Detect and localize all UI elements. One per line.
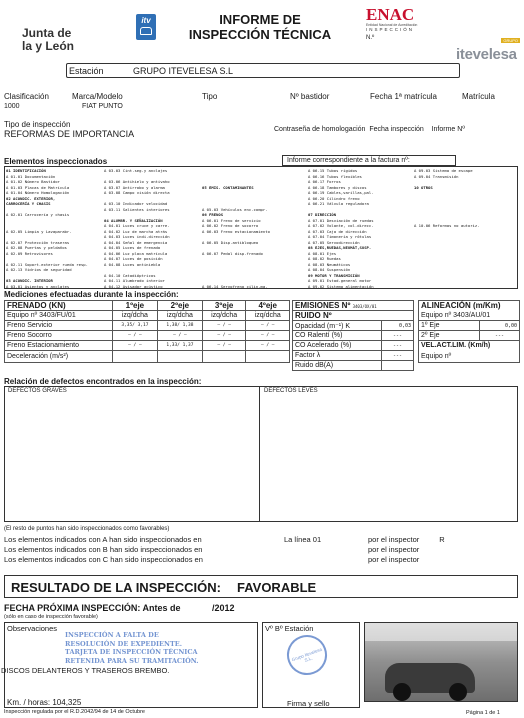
enac-logo: ENAC Entidad Nacional de Acreditación INSPECCIÓN N.º <box>366 5 418 41</box>
invoice-box: Informe correspondiente a la factura nº: <box>282 155 456 166</box>
defects-graves-label: DEFECTOS GRAVES <box>8 388 67 394</box>
label-matricula: Matrícula <box>462 92 495 101</box>
list-item: A 02.07 Protección traseras <box>6 239 70 245</box>
alineacion-table: ALINEACIÓN (m/Km) Equipo nº 3403/AU/01 1º Eje 0,00 2º Eje --- VEL.ACT.LIM. (Km/h) Equipo nº <box>418 300 520 363</box>
label-fecha-matricula: Fecha 1ª matrícula <box>370 92 437 101</box>
car-icon <box>140 27 152 35</box>
list-item: A 08.01 Ejes <box>308 250 337 256</box>
photo-wheel-icon <box>449 683 467 701</box>
element-section: 05 EMIS. CONTAMINANTES <box>202 184 254 190</box>
list-item: A 09.01 Estad.general motor <box>308 278 372 283</box>
list-item: A 06.03 Freno estacionamiento <box>202 228 270 234</box>
inspection-lines: Los elementos indicados con A han sido inspeccionados en Los elementos indicados con B han sido inspeccionados en Los elementos indicados con C han sido inspeccionados en <box>4 535 203 564</box>
list-item: A 03.03 Cint.seg.y anclajes <box>104 168 168 173</box>
list-item: A 07.01 Desviación de ruedas <box>308 217 374 223</box>
element-section: 10 OTROS <box>414 184 433 190</box>
list-item: A 06.19 Cables,varillas,pal. <box>308 190 374 195</box>
list-item: A 01.02 Número Bastidor <box>6 179 60 184</box>
label-tipo: Tipo <box>202 92 218 101</box>
table-row: Ruido dB(A) <box>293 361 414 371</box>
list-item: A 09.03 Sistema de escape <box>414 168 473 173</box>
elements-col-2 <box>104 168 202 289</box>
table-row: Freno Socorro — / — — / — — / — — / — <box>5 331 290 341</box>
list-item: A 04.07 Luces de posición <box>104 256 163 261</box>
label-bastidor: Nº bastidor <box>290 92 330 101</box>
inspection-type-value: REFORMAS DE IMPORTANCIA <box>4 129 135 139</box>
list-item: A 03.06 Antihielo y antivaho <box>104 179 170 184</box>
vehicle-photo <box>364 622 518 702</box>
list-item: A 06.05 Disp.antibloqueo <box>202 239 259 245</box>
list-item: A 07.02 Volante, col.direcc. <box>308 223 374 228</box>
firma-label: Firma y sello <box>287 699 330 708</box>
table-row: Deceleración (m/s²) <box>5 351 290 363</box>
list-item: A 06.07 Pedal disp.frenado <box>202 250 263 256</box>
next-inspection-note: (sólo en caso de inspección favorable) <box>4 614 98 620</box>
homologation-labels: Contraseña de homologación Fecha inspección Informe Nº <box>274 126 465 133</box>
list-item: A 04.10 Catadióptricos <box>104 272 156 278</box>
list-item: A 04.03 Luces indi.dirección <box>104 234 170 239</box>
list-item: A 04.06 Luz placa matrícula <box>104 250 168 256</box>
list-item: A 04.08 Luces antiniebla <box>104 261 161 267</box>
observaciones-label: Observaciones <box>7 624 58 633</box>
result-box <box>4 575 518 598</box>
measurements-title: Mediciones efectuadas durante la inspección: <box>4 290 179 299</box>
list-item: A 03.07 Antirrobo y alarma <box>104 184 165 190</box>
defects-box <box>4 386 518 522</box>
list-item: A 06.21 Válvula reguladora <box>308 201 369 206</box>
station-label: Estación <box>69 66 104 76</box>
list-item: A 05.03 Vehículos enc.compr. <box>202 206 268 212</box>
list-item: A 07.03 Caja de dirección <box>308 228 367 234</box>
result-value: FAVORABLE <box>237 580 317 595</box>
element-section: 09 MOTOR Y TRANSMISIÓN <box>308 272 360 278</box>
list-item: A 04.11 Alumbrado interior <box>104 278 165 283</box>
list-item: A 10.06 Reformas no autoriz. <box>414 223 480 228</box>
frenado-header: FRENADO (KN) <box>5 301 113 311</box>
modelo-value: FIAT PUNTO <box>82 103 123 110</box>
brand-logo <box>456 38 524 64</box>
inspection-type <box>4 120 134 139</box>
station-box <box>66 63 460 78</box>
list-item: A 04.04 Señal de emergencia <box>104 239 168 245</box>
list-item: A 04.12 Avisador acústico <box>104 283 163 289</box>
list-item: A 06.17 Forros <box>308 179 341 184</box>
list-item: A 08.03 Neumáticos <box>308 261 351 267</box>
clasificacion-value: 1000 <box>4 103 20 110</box>
next-inspection-year: /2012 <box>212 603 235 613</box>
table-row: Freno Servicio 3,35/ 3,17 1,38/ 1,38 — / — — / — <box>5 321 290 331</box>
station-name: GRUPO ITEVELESA S.L <box>133 66 234 76</box>
list-item: A 06.15 Tubos rígidos <box>308 168 358 173</box>
list-item: A 08.04 Suspensión <box>308 267 351 272</box>
region-name-line2: la y León <box>22 39 75 53</box>
table-row: Opacidad (m⁻¹) K 0,03 <box>293 321 414 331</box>
frenado-equipo: Equipo nº 3403/FU/01 <box>5 311 113 321</box>
itv-badge: itv <box>136 14 156 40</box>
list-item: A 07.05 Servodirección <box>308 239 360 245</box>
emisiones-header: EMISIONES Nº <box>295 301 351 310</box>
list-item: A 08.02 Ruedas <box>308 256 341 261</box>
list-item: A 06.20 Cilindro freno <box>308 195 360 201</box>
list-item: A 01.03 Placas de Matrícula <box>6 184 70 190</box>
vel-header: VEL.ACT.LIM. (Km/h) <box>419 341 520 351</box>
element-section: 01 IDENTIFICACIÓN <box>6 168 46 173</box>
table-row: Factor λ --- <box>293 351 414 361</box>
list-item: A 03.11 Salientes interiores <box>104 206 170 212</box>
table-row: CO Ralentí (%) --- <box>293 331 414 341</box>
list-item: A 04.02 Luz de marcha atrás <box>104 228 168 234</box>
element-section: 04 ALUMBR. Y SEÑALIZACIÓN <box>104 217 163 223</box>
result-label: RESULTADO DE LA INSPECCIÓN: <box>11 580 221 595</box>
element-section: CARROCERÍA Y CHASIS <box>6 201 51 206</box>
table-row: 1º Eje 0,00 <box>419 321 520 331</box>
alineacion-header: ALINEACIÓN (m/Km) <box>419 301 520 311</box>
element-section: 07 DIRECCIÓN <box>308 212 337 217</box>
list-item: A 02.11 Soport.exterior rueda resp. <box>6 261 88 267</box>
list-item: A 03.08 Campo visión directa <box>104 190 170 195</box>
list-item: A 09.02 Sistema alimentación <box>308 283 374 289</box>
list-item: A 09.04 Transmisión <box>414 173 459 179</box>
list-item: A 02.09 Retrovisores <box>6 250 53 256</box>
elements-col-3 <box>202 168 308 289</box>
brand-name: itevelesa <box>456 46 517 63</box>
inspector-mark: R <box>439 535 445 544</box>
list-item: A 02.01 Carrocería y chasis <box>6 212 70 217</box>
list-item: A 02.08 Puertas y peldaños <box>6 245 67 250</box>
list-item: A 03.10 Indicador velocidad <box>104 201 168 206</box>
page-number: Página 1 de 1 <box>466 710 500 716</box>
station-seal: Grupo Itevelesa S.L. <box>281 629 332 680</box>
inspector-lines: por el inspector R por el inspector por el inspector <box>368 535 445 564</box>
photo-wheel-icon <box>393 683 411 701</box>
label-marca-modelo: Marca/Modelo <box>72 92 123 101</box>
region-logo <box>0 26 80 53</box>
table-row: Freno Estacionamiento — / — 1,33/ 1,37 — / — — / — <box>5 341 290 351</box>
ruido-header: RUIDO Nº <box>293 311 414 321</box>
list-item: A 03.01 Asientos y anclajes <box>6 283 70 289</box>
emisiones-table: EMISIONES Nº 3403/OX/01 RUIDO Nº Opacidad (m⁻¹) K 0,03 CO Ralentí (%) --- CO Acelerado (%) --- Factor λ --- Ruido dB(A) <box>292 300 414 371</box>
report-title: INFORME DE INSPECCIÓN TÉCNICA <box>188 12 332 42</box>
list-item: A 06.14 Servofreno cilin.ma. <box>202 283 268 289</box>
defects-title: Relación de defectos encontrados en la inspección: <box>4 377 202 386</box>
vb-label: Vº Bº Estación <box>265 624 314 633</box>
defects-note: (El resto de puntos han sido inspeccionados como favorables) <box>4 526 170 532</box>
element-section: 03 ACONDIC. INTERIOR <box>6 278 53 283</box>
elements-title: Elementos inspeccionados <box>4 157 108 166</box>
linea-label: La línea 01 <box>284 535 322 544</box>
list-item: A 02.13 Vidrios de seguridad <box>6 267 72 272</box>
list-item: A 04.01 Luces cruce y carre. <box>104 223 170 228</box>
frenado-table: FRENADO (KN) 1ºeje 2ºeje 3ºeje 4ºeje Equipo nº 3403/FU/01 izq/dcha izq/dcha izq/dcha izq/dcha Freno Servicio 3,35/ 3,17 1,38/ 1,38 — / — — / — Freno Socorro — / — — / — — / — — / — Freno Estacionamiento — / — 1,33/ 1,37 — / — — / — Deceleración (m/s²) <box>4 300 290 363</box>
observaciones-box <box>1 622 258 708</box>
next-inspection <box>4 603 181 613</box>
defects-leves-label: DEFECTOS LEVES <box>264 388 318 394</box>
element-section: 02 ACONDIC. EXTERIOR, <box>6 195 56 201</box>
list-item: A 06.18 Tambores y discos <box>308 184 367 190</box>
list-item: A 01.04 Número Homologación <box>6 190 70 195</box>
regulation-note: Inspección regulada por el R.D.2042/94 de 14 de Octubre <box>4 709 145 715</box>
elements-col-1 <box>6 168 104 289</box>
elements-col-5 <box>414 168 516 229</box>
list-item: A 04.05 Luces de frenado <box>104 245 161 250</box>
next-inspection-label: FECHA PRÓXIMA INSPECCIÓN: Antes de <box>4 603 181 613</box>
list-item: A 01.01 Documentación <box>6 173 56 179</box>
list-item: A 06.02 Freno de socorro <box>202 223 259 228</box>
observaciones-text: DISCOS DELANTEROS Y TRASEROS BREMBO. <box>1 666 170 675</box>
table-row: 2º Eje --- <box>419 331 520 341</box>
list-item: A 06.16 Tubos flexibles <box>308 173 362 179</box>
table-row: CO Acelerado (%) --- <box>293 341 414 351</box>
vb-station-box <box>262 622 360 708</box>
list-item: A 06.01 Freno de servicio <box>202 217 261 223</box>
inspection-type-label: Tipo de inspección <box>4 120 71 129</box>
element-section: 06 FRENOS <box>202 212 224 217</box>
km-hours: Km. / horas: 104,325 <box>7 698 82 707</box>
label-clasificacion: Clasificación <box>4 92 49 101</box>
brand-badge: GRUPO <box>503 38 518 43</box>
observaciones-stamp: INSPECCIÓN A FALTA DE RESOLUCIÓN DE EXPEDIENTE. TARJETA DE INSPECCIÓN TÉCNICA RETENIDA PARA SU TRAMITACIÓN. <box>65 631 199 665</box>
list-item: A 07.04 Timonería y rótulas <box>308 234 372 239</box>
region-name-line1: Junta de <box>22 26 72 40</box>
element-section: 08 EJES,RUEDAS,NEUMÁT,SUSP. <box>308 245 372 250</box>
list-item: A 02.05 Limpia y Lavaparabr. <box>6 228 72 234</box>
elements-col-4 <box>308 168 414 289</box>
